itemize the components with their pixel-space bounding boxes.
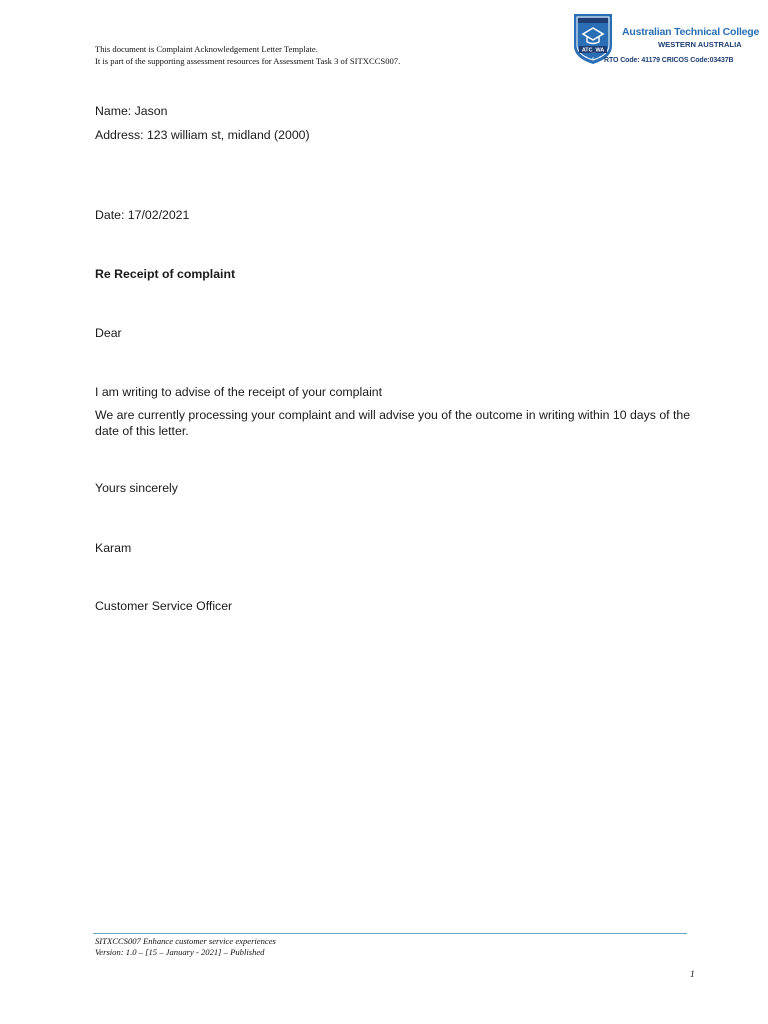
header-note	[95, 43, 400, 67]
college-codes: RTO Code: 41179 CRICOS Code:03437B	[604, 57, 734, 64]
header-note-line-1: This document is Complaint Acknowledgement Letter Template.	[95, 44, 318, 54]
footer-text	[95, 936, 276, 958]
header-note-line-2: It is part of the supporting assessment resources for Assessment Task 3 of SITXCCS007.	[95, 56, 401, 66]
college-name: Australian Technical College	[622, 26, 760, 38]
crest-text: ATC_WA	[581, 47, 605, 54]
page-number: 1	[690, 970, 695, 980]
footer-line-2: Version: 1.0 – [15 – January - 2021] – Published	[95, 947, 265, 957]
letter-closing: Yours sincerely	[95, 481, 178, 495]
recipient-address: Address: 123 william st, midland (2000)	[95, 128, 310, 142]
letter-paragraph-2: We are currently processing your complaint and will advise you of the outcome in writing within 10 days of the date of this letter.	[95, 408, 691, 438]
letter-subject: Re Receipt of complaint	[95, 267, 236, 281]
letter-paragraph-1: I am writing to advise of the receipt of your complaint	[95, 385, 383, 399]
footer-divider	[93, 933, 687, 934]
letter-date: Date: 17/02/2021	[95, 208, 190, 222]
footer-line-1: SITXCCS007 Enhance customer service experiences	[95, 936, 276, 946]
signer-name: Karam	[95, 541, 132, 555]
college-logo	[572, 12, 760, 70]
signer-title: Customer Service Officer	[95, 599, 233, 613]
letter-salutation: Dear	[95, 326, 122, 340]
recipient-name: Name: Jason	[95, 104, 168, 118]
college-region: WESTERN AUSTRALIA	[658, 40, 742, 49]
